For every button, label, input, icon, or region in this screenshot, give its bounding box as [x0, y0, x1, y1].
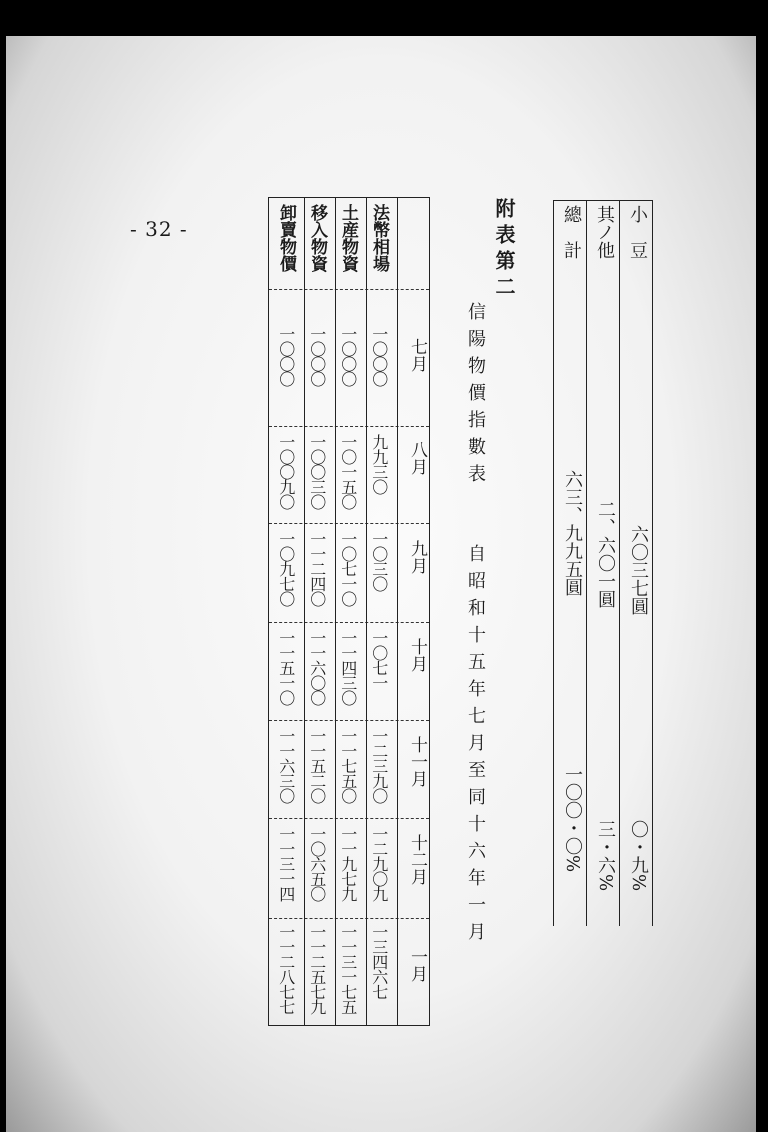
table-cell: 一〇〇〇	[369, 326, 389, 386]
table-cell: 一一五一〇	[276, 630, 296, 705]
summary-table-rule	[586, 200, 587, 926]
month-header: 十月	[407, 638, 427, 672]
table-period: 自昭和十五年七月至同十六年一月	[465, 544, 486, 949]
table-cell: 一一二五七九	[307, 924, 327, 1014]
summary-table	[553, 200, 653, 926]
table-rule	[269, 289, 429, 290]
month-header: 一月	[407, 948, 427, 982]
category-header: 卸賣物價	[276, 204, 296, 272]
table-rule	[366, 198, 367, 1025]
table-cell: 一〇一五〇	[338, 434, 358, 509]
table-cell: 一〇七一〇	[338, 531, 358, 606]
table-cell: 一三四六七	[369, 924, 389, 999]
table-cell: 一二三九〇	[369, 728, 389, 803]
summary-table-rule	[652, 200, 653, 926]
table-cell: 一〇九七〇	[276, 531, 296, 606]
table-rule	[304, 198, 305, 1025]
month-header: 十二月	[407, 834, 427, 885]
table-cell: 一〇〇九〇	[276, 434, 296, 509]
table-rule	[269, 622, 429, 623]
table-rule	[335, 198, 336, 1025]
table-cell: 一〇六五〇	[307, 826, 327, 901]
summary-column	[588, 200, 619, 926]
summary-amount: 六〇三七圓	[628, 525, 649, 615]
table-cell: 一〇〇〇	[276, 326, 296, 386]
page-number: - 32 -	[130, 217, 188, 241]
table-rule	[269, 720, 429, 721]
category-header: 法幣相場	[369, 204, 389, 272]
summary-column	[621, 200, 652, 926]
table-rule	[269, 818, 429, 819]
table-cell: 一一五二〇	[307, 728, 327, 803]
month-header: 九月	[407, 540, 427, 574]
summary-percent: 一〇〇・〇%	[562, 765, 583, 873]
table-cell: 一〇〇三〇	[307, 434, 327, 509]
summary-table-rule	[553, 200, 554, 926]
table-cell: 一〇〇〇	[338, 326, 358, 386]
summary-table-rule	[619, 200, 620, 926]
table-cell: 一一四三〇	[338, 630, 358, 705]
table-cell: 一一六三〇	[276, 728, 296, 803]
category-header: 土産物資	[338, 204, 358, 272]
summary-label: 總 計	[561, 205, 582, 259]
month-header: 七月	[407, 338, 427, 372]
summary-amount: 六三、九九五圓	[562, 470, 583, 596]
summary-column	[555, 200, 586, 926]
table-cell: 一〇〇〇	[307, 326, 327, 386]
table-rule	[397, 198, 398, 1025]
table-rule	[269, 426, 429, 427]
table-label: 附表第二	[492, 198, 516, 302]
table-rule	[269, 523, 429, 524]
month-header: 十一月	[407, 736, 427, 787]
table-cell: 九九三〇	[369, 434, 389, 494]
price-index-table	[268, 197, 430, 1026]
table-cell: 一一三一四	[276, 826, 296, 901]
table-cell: 一〇七一	[369, 630, 389, 690]
summary-percent: 〇・九%	[628, 820, 649, 892]
table-cell: 一二九〇九	[369, 826, 389, 901]
table-title: 信陽物價指數表	[465, 302, 486, 491]
table-cell: 一一九七九	[338, 826, 358, 901]
table-cell: 一一三一七五	[338, 924, 358, 1014]
table-cell: 一一二八七七	[276, 924, 296, 1014]
table-rule	[269, 918, 429, 919]
table-cell: 一〇三〇	[369, 531, 389, 591]
summary-label: 小 豆	[627, 205, 648, 259]
summary-amount: 二、六〇一圓	[595, 500, 616, 608]
summary-percent: 三・六%	[595, 820, 616, 892]
table-cell: 一一二四〇	[307, 531, 327, 606]
table-cell: 一一七五〇	[338, 728, 358, 803]
month-header: 八月	[407, 441, 427, 475]
category-header: 移入物資	[307, 204, 327, 272]
table-cell: 一一六〇〇	[307, 630, 327, 705]
summary-label: 其ノ他	[594, 205, 615, 259]
